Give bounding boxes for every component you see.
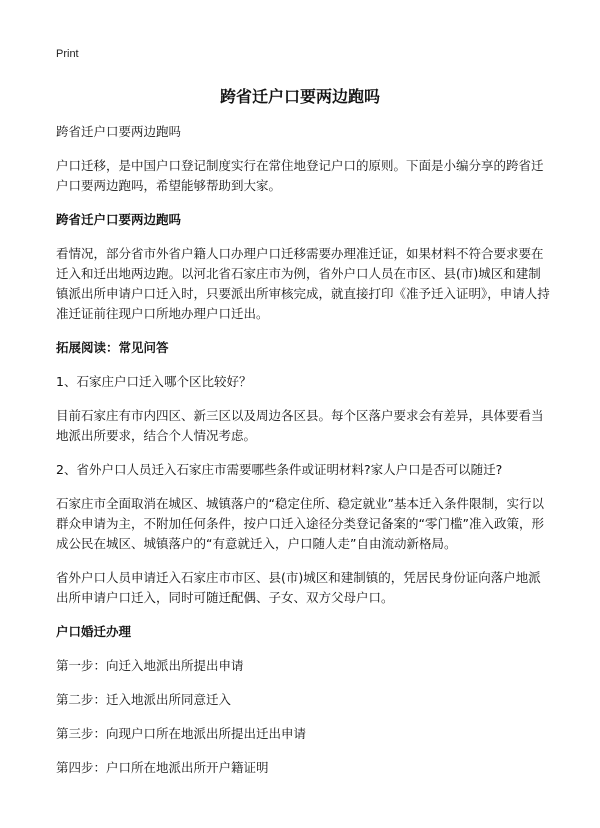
step-item: 第一步：向迁入地派出所提出申请 bbox=[56, 658, 244, 673]
step-item: 第二步：迁入地派出所同意迁入 bbox=[56, 692, 232, 707]
answer-1: 目前石家庄有市内四区、新三区以及周边各区县。每个区落户要求会有差异，具体要看当地派出所要求，结合个人情况考虑。 bbox=[56, 408, 544, 443]
section-paragraph-1: 看情况，部分省市外省户籍人口办理户口迁移需要办理准迁证，如果材料不符合要求要在迁入和迁出地两边跑。以河北省石家庄市为例，省外户口人员在市区、县(市)城区和建制镇派出所申请户口迁入时，只要派出所审核完成，就直接打印《准予迁入证明》，申请人持准迁证前往现户口所地办理户口迁出。 bbox=[56, 246, 550, 321]
print-label[interactable]: Print bbox=[56, 48, 79, 60]
intro-paragraph: 户口迁移，是中国户口登记制度实行在常住地登记户口的原则。下面是小编分享的跨省迁户口要两边跑吗，希望能够帮助到大家。 bbox=[56, 158, 544, 193]
answer-2-paragraph-2: 省外户口人员申请迁入石家庄市市区、县(市)城区和建制镇的，凭居民身份证向落户地派出所申请户口迁入，同时可随迁配偶、子女、双方父母户口。 bbox=[56, 570, 541, 605]
page-title: 跨省迁户口要两边跑吗 bbox=[219, 87, 380, 106]
question-2: 2、省外户口人员迁入石家庄市需要哪些条件或证明材料?家人户口是否可以随迁? bbox=[56, 462, 503, 477]
article-body bbox=[56, 122, 552, 778]
answer-2-paragraph-1: 石家庄市全面取消在城区、城镇落户的“稳定住所、稳定就业”基本迁入条件限制，实行以群众申请为主，不附加任何条件，按户口迁入途径分类登记备案的“零门槛”准入政策，形成公民在城区、城镇落户的“有意就迁入，户口随人走”自由流动新格局。 bbox=[56, 496, 544, 551]
question-1: 1、石家庄户口迁入哪个区比较好？ bbox=[56, 374, 252, 389]
intro-title: 跨省迁户口要两边跑吗 bbox=[56, 124, 182, 139]
section-heading-1: 跨省迁户口要两边跑吗 bbox=[56, 212, 182, 227]
step-item: 第三步：向现户口所在地派出所提出迁出申请 bbox=[56, 726, 307, 741]
section-heading-2: 拓展阅读：常见问答 bbox=[56, 340, 169, 355]
section-heading-3: 户口婚迁办理 bbox=[56, 624, 132, 639]
step-item: 第四步：户口所在地派出所开户籍证明 bbox=[56, 760, 269, 775]
